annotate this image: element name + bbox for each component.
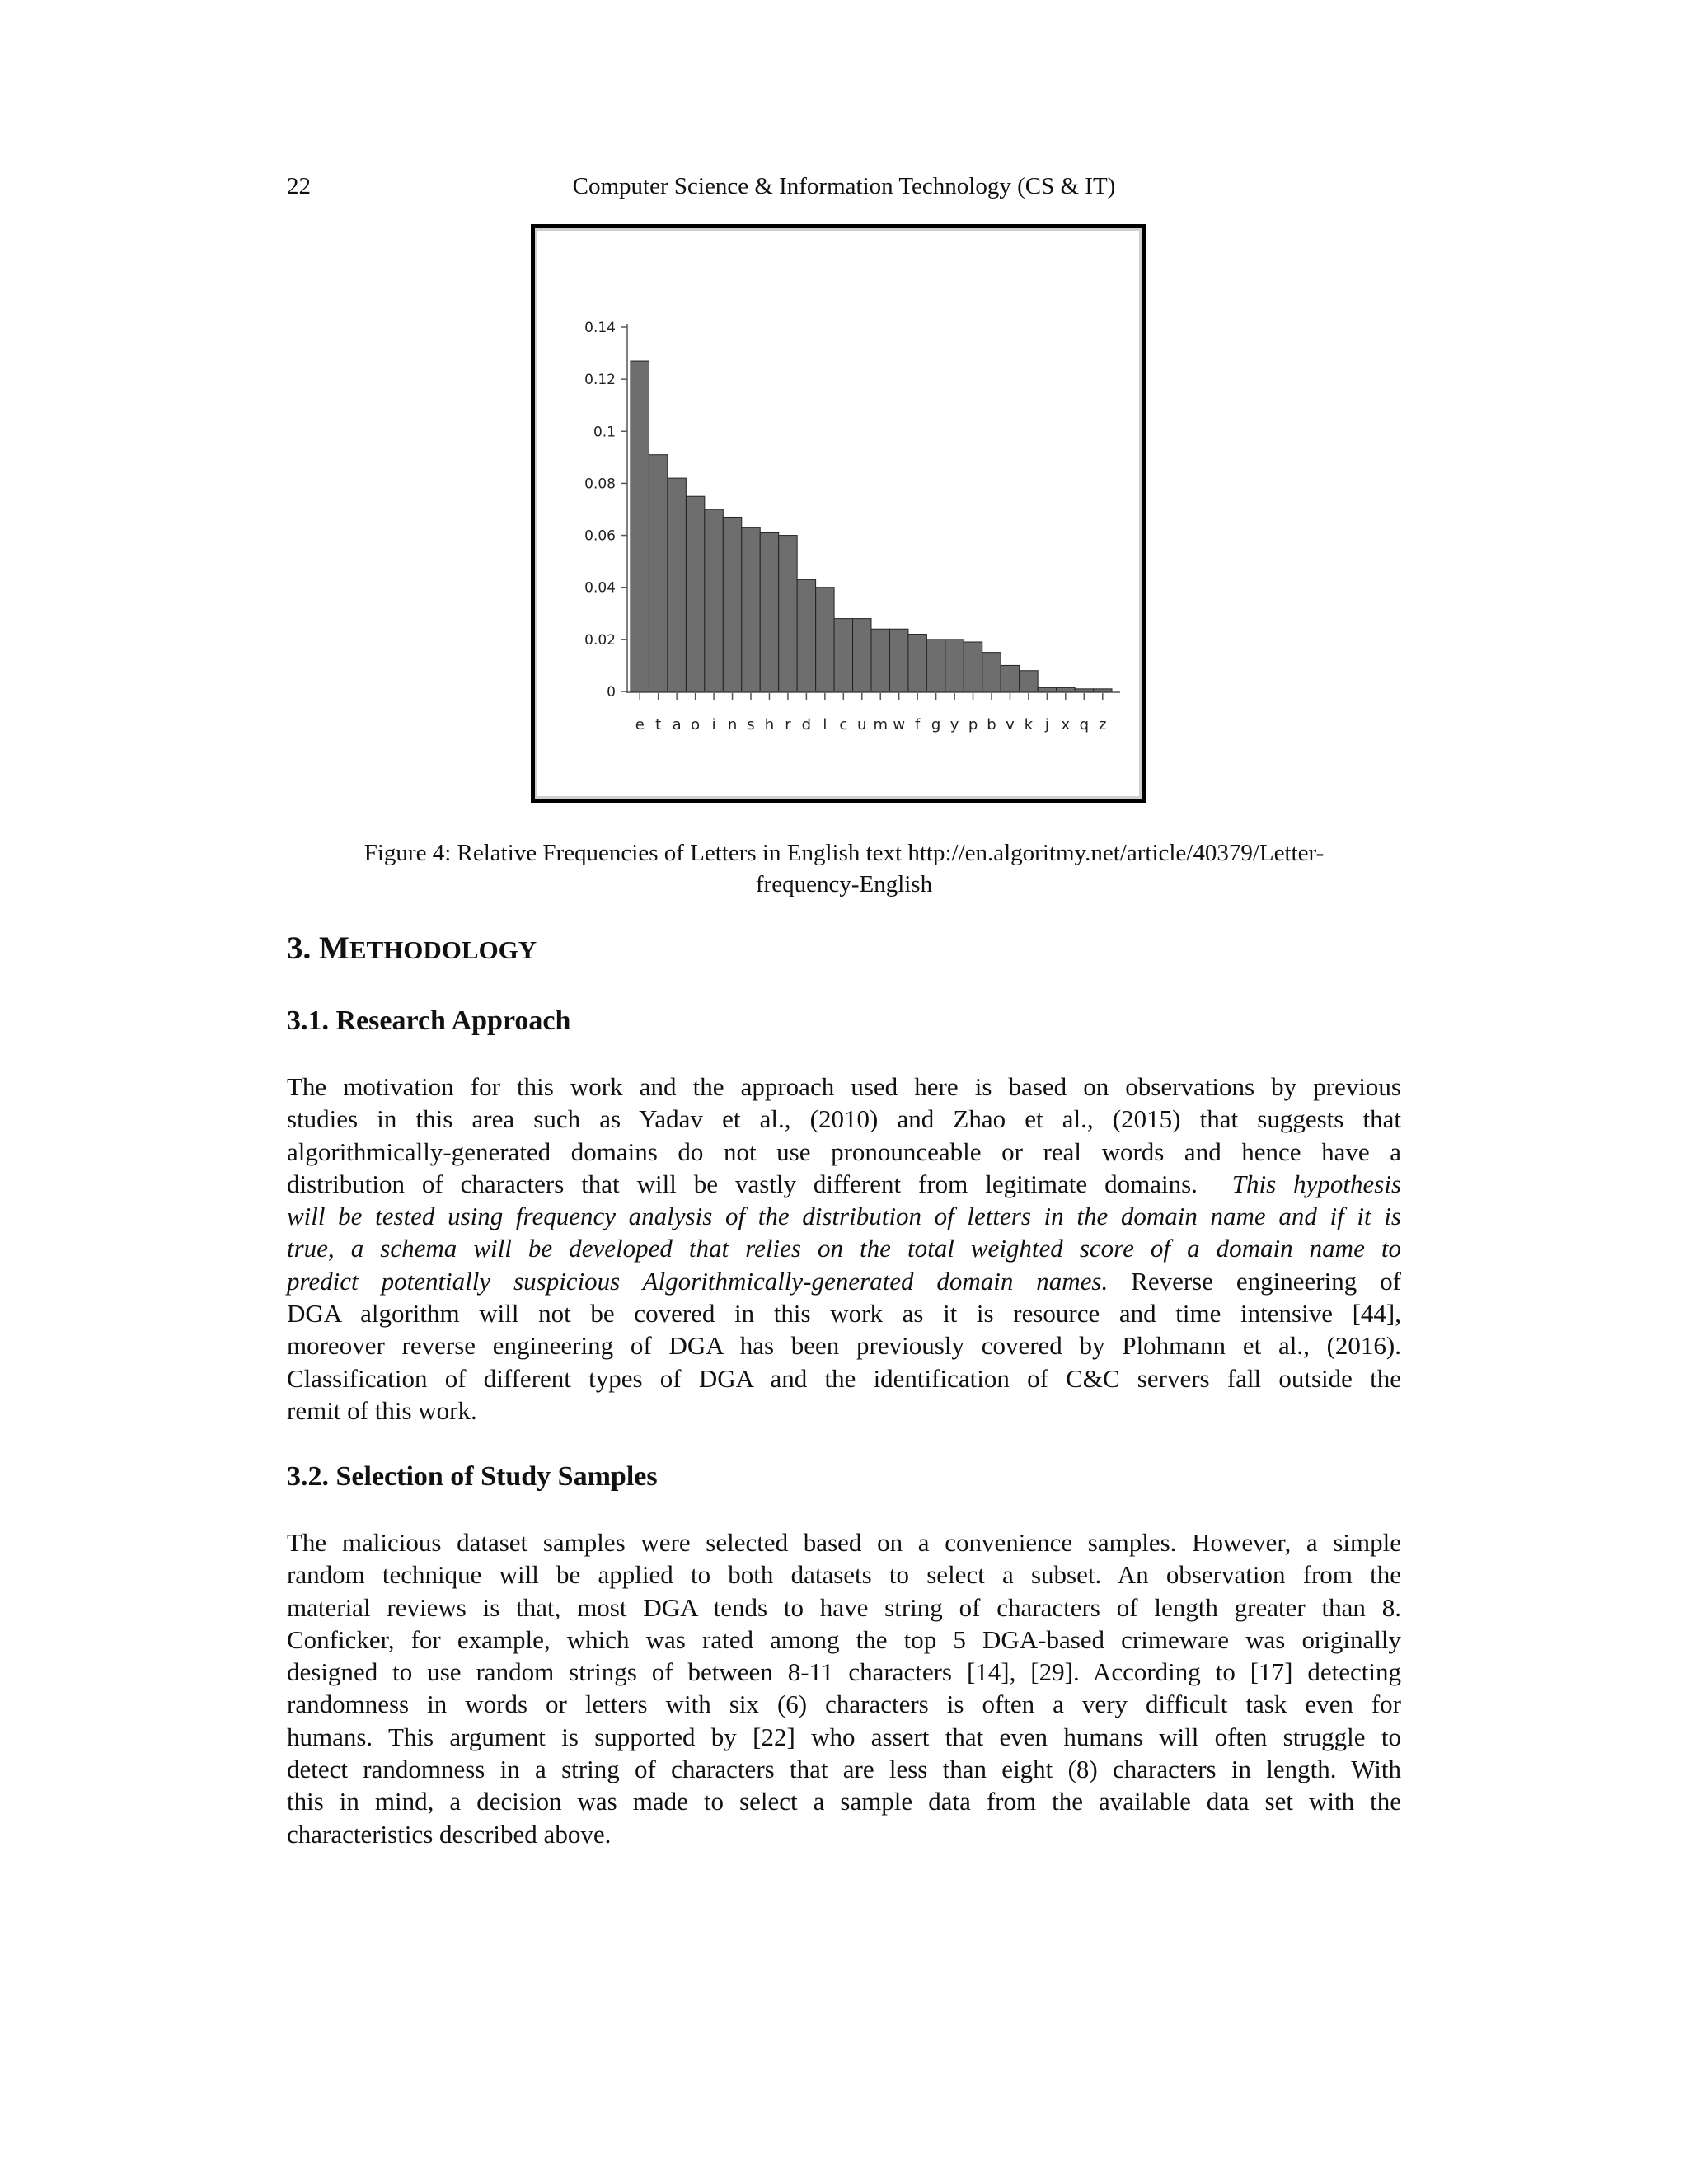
y-tick-label: 0 — [607, 684, 616, 701]
y-tick-label: 0.12 — [584, 372, 616, 389]
text-line: randomness in words or letters with six (6) characters is often a very difficult task even for — [287, 1690, 1401, 1719]
x-tick-label: m — [873, 716, 889, 733]
bar-s — [742, 527, 760, 691]
bar-e — [631, 361, 649, 691]
page-number: 22 — [287, 173, 311, 199]
x-tick-label: d — [801, 716, 812, 733]
x-tick-label: e — [635, 716, 645, 733]
bar-o — [686, 496, 704, 691]
y-tick-label: 0.02 — [584, 631, 616, 649]
x-tick-label: x — [1061, 716, 1071, 733]
y-tick-label: 0.04 — [584, 579, 616, 597]
text-line — [287, 1265, 1401, 1297]
bar-f — [908, 635, 926, 691]
text-line: true, a schema will be developed that relies on the total weighted score of a domain name to — [287, 1234, 1401, 1263]
x-tick-label: f — [914, 716, 921, 733]
x-tick-label: h — [764, 716, 775, 733]
y-tick-label: 0.1 — [593, 424, 616, 441]
bar-n — [723, 517, 741, 691]
text-line: this in mind, a decision was made to select a sample data from the available data set with the — [287, 1787, 1401, 1816]
bar-j — [1038, 687, 1056, 691]
text-line: material reviews is that, most DGA tends to have string of characters of length greater than 8. — [287, 1592, 1401, 1622]
bar-g — [926, 640, 945, 691]
x-tick-label: i — [711, 716, 716, 733]
x-tick-label: k — [1024, 716, 1034, 733]
bar-d — [797, 579, 815, 691]
bar-x — [1057, 687, 1075, 691]
bar-a — [668, 478, 686, 691]
x-tick-label: o — [691, 716, 701, 733]
x-axis-ticks — [627, 692, 1120, 733]
caption-line: Figure 4: Relative Frequencies of Letters in English text http://en.algoritmy.net/article/40379/Letter- — [363, 840, 1325, 866]
text-line: Conficker, for example, which was rated among the top 5 DGA-based crimeware was originally — [287, 1624, 1401, 1654]
text-line: humans. This argument is supported by [22] who assert that even humans will often struggle to — [287, 1722, 1401, 1751]
text-run: distribution of characters that will be vastly different from legitimate domains. — [287, 1169, 1198, 1198]
bar-q — [1075, 689, 1093, 691]
text-run: Reverse engineering of — [1108, 1266, 1401, 1296]
bar-k — [1020, 671, 1038, 691]
x-tick-label: n — [727, 716, 738, 733]
x-tick-label: b — [987, 716, 996, 733]
bar-b — [982, 653, 1001, 691]
subsection-heading-research-approach: 3.1. Research Approach — [287, 1005, 571, 1036]
bars — [631, 361, 1112, 691]
bar-p — [964, 642, 982, 691]
bar-u — [853, 619, 871, 691]
text-line: algorithmically-generated domains do not use pronounceable or real words and hence have a — [287, 1137, 1401, 1166]
section-title-initial: M — [319, 930, 349, 966]
x-tick-label: z — [1099, 716, 1107, 733]
x-tick-label: a — [672, 716, 682, 733]
text-line: Classification of different types of DGA and the identification of C&C servers fall outside the — [287, 1363, 1401, 1393]
x-tick-label: c — [839, 716, 848, 733]
bar-z — [1094, 689, 1112, 691]
text-line — [287, 1168, 1401, 1200]
paragraph-study-samples — [287, 1526, 1401, 1850]
letter-frequency-chart — [535, 228, 1142, 799]
x-tick-label: s — [747, 716, 755, 733]
plot-area — [584, 320, 1120, 733]
text-line: random technique will be applied to both datasets to select a subset. An observation from the — [287, 1560, 1401, 1590]
text-line: detect randomness in a string of characters that are less than eight (8) characters in length. With — [287, 1755, 1401, 1784]
bar-m — [871, 629, 889, 691]
text-line: studies in this area such as Yadav et al., (2010) and Zhao et al., (2015) that suggests that — [287, 1104, 1401, 1134]
x-tick-label: j — [1044, 716, 1049, 733]
section-heading-methodology — [287, 930, 537, 967]
bar-l — [816, 588, 834, 691]
bar-t — [649, 455, 667, 691]
caption-line: frequency-English — [755, 871, 933, 898]
y-tick-label: 0.14 — [584, 320, 616, 336]
bar-y — [945, 640, 964, 691]
x-tick-label: g — [931, 716, 941, 733]
text-line: remit of this work. — [287, 1395, 477, 1425]
text-line: characteristics described above. — [287, 1819, 612, 1849]
text-line: designed to use random strings of between 8-11 characters [14], [29]. According to [17] detecting — [287, 1657, 1401, 1687]
subsection-heading-study-samples: 3.2. Selection of Study Samples — [287, 1461, 658, 1492]
x-tick-label: y — [950, 716, 959, 733]
x-tick-label: p — [968, 716, 978, 733]
paragraph-research-approach — [287, 1071, 1401, 1427]
text-line: The malicious dataset samples were selected based on a convenience samples. However, a simple — [287, 1528, 1401, 1557]
x-tick-label: t — [655, 716, 662, 733]
x-tick-label: u — [857, 716, 867, 733]
y-axis-ticks — [584, 320, 627, 701]
figure-caption — [287, 837, 1401, 900]
x-tick-label: r — [785, 716, 791, 733]
x-tick-label: q — [1079, 716, 1090, 733]
text-line: moreover reverse engineering of DGA has been previously covered by Plohmann et al., (2016). — [287, 1331, 1401, 1361]
text-line: DGA algorithm will not be covered in this work as it is resource and time intensive [44], — [287, 1299, 1401, 1329]
x-tick-label: v — [1006, 716, 1015, 733]
y-tick-label: 0.06 — [584, 527, 616, 545]
figure-4-frame — [531, 224, 1146, 803]
text-line: The motivation for this work and the approach used here is based on observations by previous — [287, 1072, 1401, 1101]
x-tick-label: w — [893, 716, 906, 733]
bar-v — [1001, 665, 1019, 691]
section-number: 3. — [287, 930, 312, 966]
x-tick-label: l — [823, 716, 828, 733]
y-tick-label: 0.08 — [584, 476, 616, 493]
text-line: will be tested using frequency analysis of the distribution of letters in the domain name and if it is — [287, 1202, 1401, 1231]
section-title-rest: ETHODOLOGY — [349, 935, 537, 964]
bar-h — [760, 532, 778, 691]
bar-r — [779, 536, 797, 691]
running-title: Computer Science & Information Technology (CS & IT) — [572, 173, 1116, 199]
bar-w — [889, 629, 907, 691]
bar-i — [705, 509, 723, 691]
bar-c — [834, 619, 852, 691]
text-run-italic: predict potentially suspicious Algorithmically-generated domain names. — [287, 1266, 1109, 1296]
text-run-italic: This hypothesis — [1231, 1169, 1402, 1198]
